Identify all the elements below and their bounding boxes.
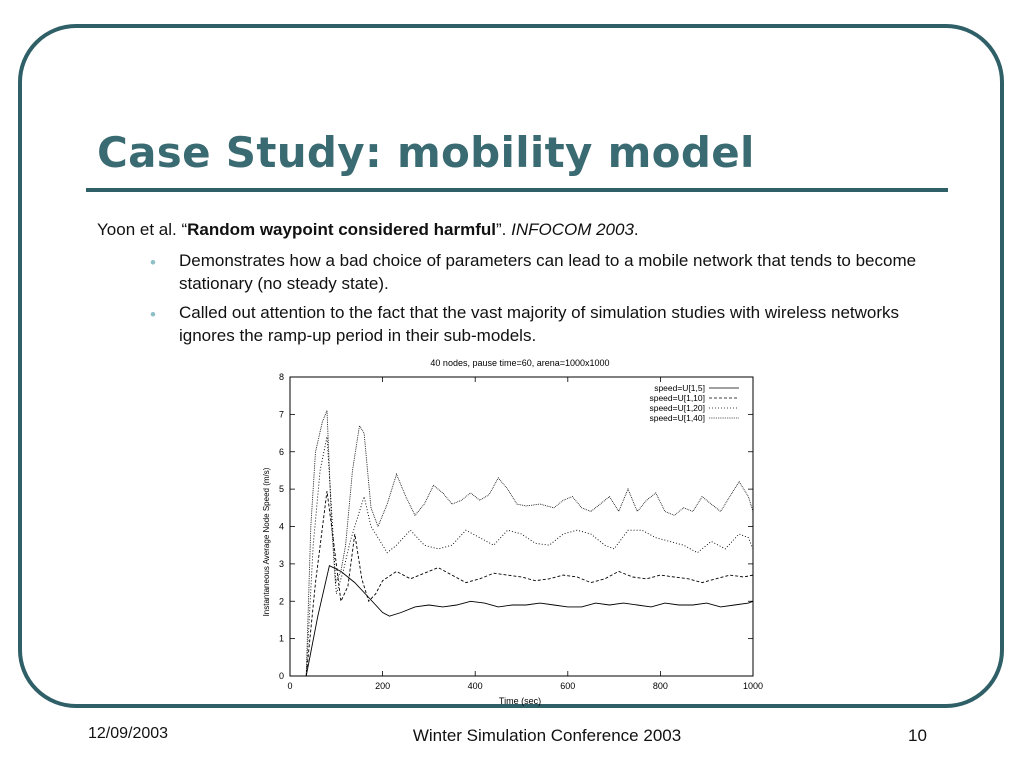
y-tick-label: 6 xyxy=(278,446,284,457)
slide-title: Case Study: mobility model xyxy=(97,128,755,177)
footer-page-number: 10 xyxy=(908,726,927,745)
legend-entry-label: speed=U[1,5] xyxy=(654,383,705,393)
citation-sep: ”. xyxy=(495,220,512,239)
y-tick-label: 0 xyxy=(278,671,284,681)
y-tick-label: 1 xyxy=(278,633,284,644)
y-tick-label: 2 xyxy=(278,596,284,607)
legend-entry-label: speed=U[1,20] xyxy=(649,403,705,413)
citation-end: . xyxy=(633,220,639,239)
chart-plot-area xyxy=(279,372,763,691)
chart-title: 40 nodes, pause time=60, arena=1000x1000 xyxy=(430,358,610,368)
citation-venue: INFOCOM 2003 xyxy=(511,220,634,239)
bullet-icon: • xyxy=(150,253,156,272)
series-line-1 xyxy=(290,566,753,676)
citation-authors: Yoon et al. “ xyxy=(97,220,188,239)
y-tick-label: 4 xyxy=(278,521,284,532)
x-tick-label: 400 xyxy=(467,681,483,691)
series-line-3 xyxy=(290,437,753,676)
bullet-text: Called out attention to the fact that the vast majority of simulation studies with wireless networks ignores the ramp-up period in their sub-models. xyxy=(179,303,900,345)
bullet-list xyxy=(150,249,940,353)
x-tick-label: 1000 xyxy=(742,681,764,691)
y-tick-label: 3 xyxy=(278,558,284,569)
x-tick-label: 800 xyxy=(652,681,668,691)
chart-x-axis-label: Time (sec) xyxy=(498,696,542,706)
bullet-item xyxy=(150,301,940,347)
footer-conference: Winter Simulation Conference 2003 xyxy=(412,726,682,745)
bullet-item xyxy=(150,249,940,295)
bullet-icon: • xyxy=(150,305,156,324)
legend-entry-label: speed=U[1,40] xyxy=(649,413,705,423)
series-line-4 xyxy=(290,411,753,676)
title-divider xyxy=(86,188,948,192)
y-tick-label: 7 xyxy=(278,409,284,420)
footer-date: 12/09/2003 xyxy=(88,725,169,742)
speed-chart xyxy=(248,352,768,710)
x-tick-label: 0 xyxy=(287,681,293,691)
citation-paper: Random waypoint considered harmful xyxy=(187,220,496,239)
y-tick-label: 5 xyxy=(278,484,284,495)
bullet-text: Demonstrates how a bad choice of parameters can lead to a mobile network that tends to become stationary (no steady state). xyxy=(179,251,917,293)
series-line-2 xyxy=(290,491,753,676)
x-tick-label: 200 xyxy=(375,681,391,691)
y-tick-label: 8 xyxy=(278,372,284,382)
citation xyxy=(97,220,639,240)
x-tick-label: 600 xyxy=(560,681,576,691)
legend-entry-label: speed=U[1,10] xyxy=(649,393,705,403)
chart-y-axis-label: Instantaneous Average Node Speed (m/s) xyxy=(262,467,271,617)
